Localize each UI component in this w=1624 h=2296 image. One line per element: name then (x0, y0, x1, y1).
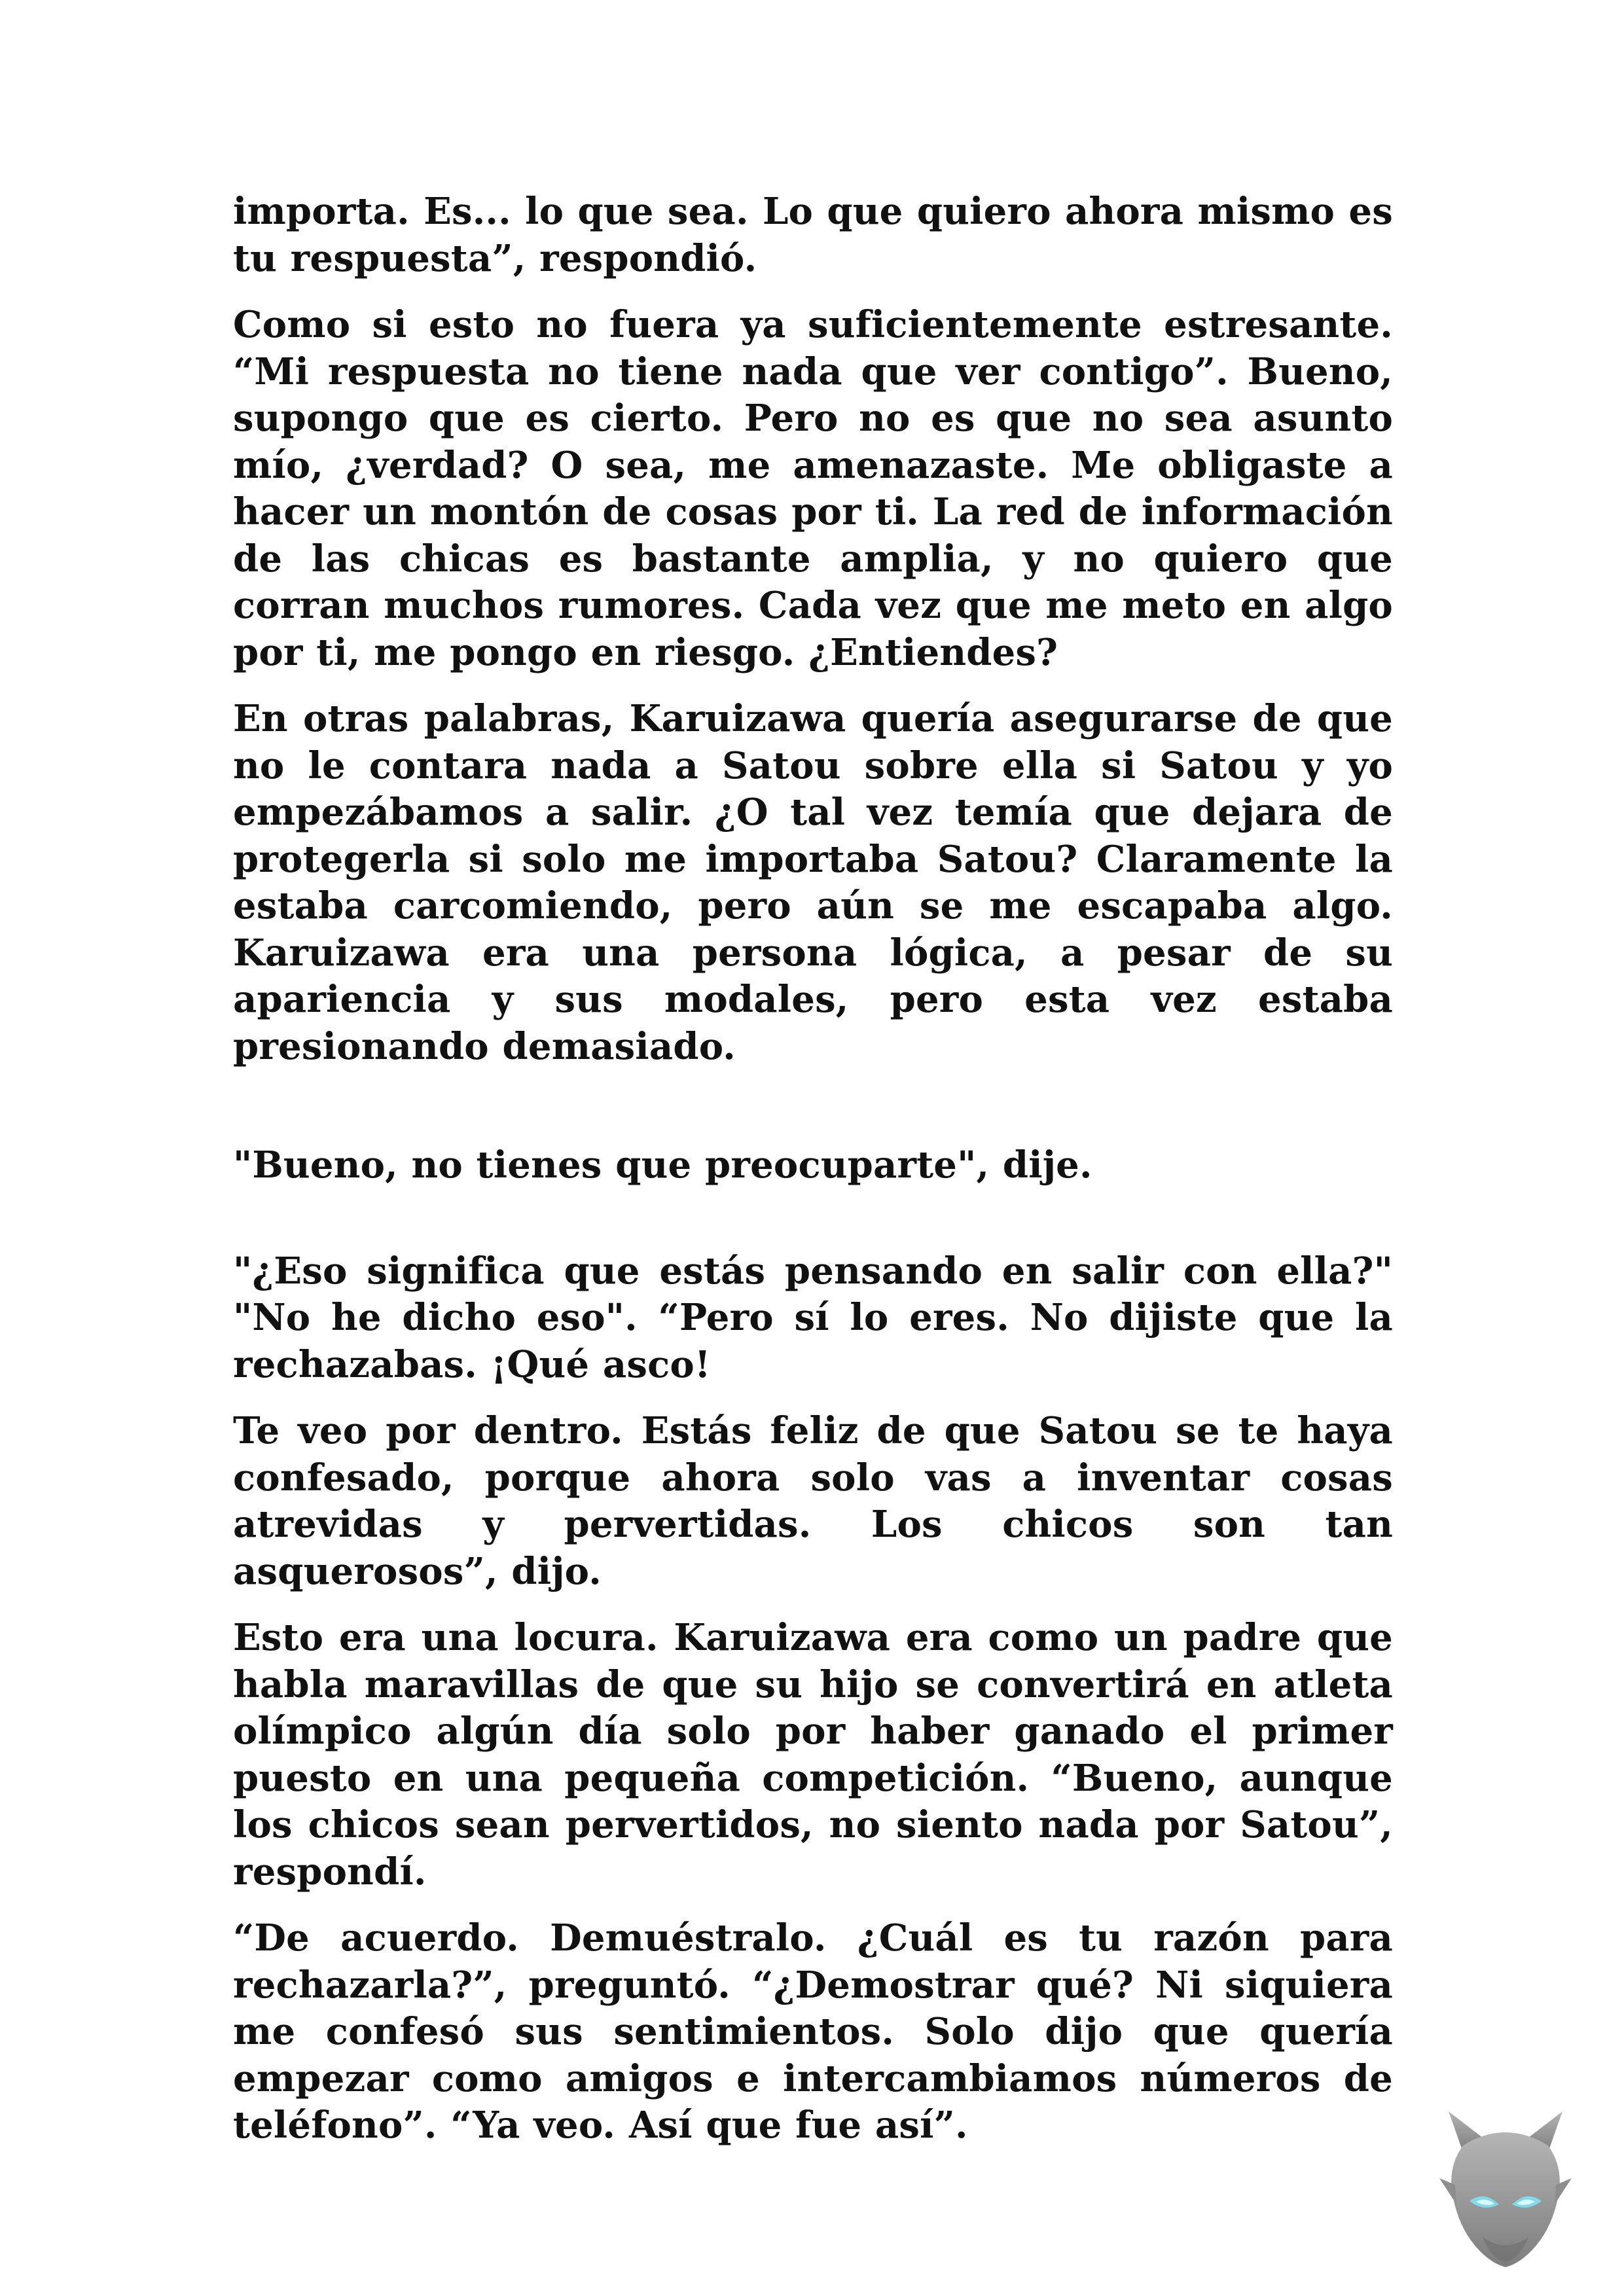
paragraph-1: importa. Es... lo que sea. Lo que quiero ahora mismo es tu respuesta”, respondió. (233, 190, 1393, 280)
paragraph-5: "¿Eso significa que estás pensando en salir con ella?" "No he dicho eso". “Pero sí lo eres. No dijiste que la rechazabas. ¡Qué asco! (233, 1249, 1393, 1386)
paragraph-8: “De acuerdo. Demuéstralo. ¿Cuál es tu razón para rechazarla?”, preguntó. “¿Demostrar qué? Ni siquiera me confesó sus sentimientos. Solo dijo que quería empezar como amigos e intercambiamos números de teléfono”. “Ya veo. Así que fue así”. (233, 1916, 1393, 2147)
paragraph-3: En otras palabras, Karuizawa quería asegurarse de que no le contara nada a Satou sobre ella si Satou y yo empezábamos a salir. ¿O tal vez temía que dejara de protegerla si solo me importaba Satou? Claramente la estaba carcomiendo, pero aún se me escapaba algo. Karuizawa era una persona lógica, a pesar de su apariencia y sus modales, pero esta vez estaba presionando demasiado. (233, 697, 1393, 1068)
paragraph-4: "Bueno, no tienes que preocuparte", dije. (233, 1143, 1092, 1187)
paragraph-2: Como si esto no fuera ya suficientemente estresante. “Mi respuesta no tiene nada que ver contigo”. Bueno, supongo que es cierto. Pero no es que no sea asunto mío, ¿verdad? O sea, me amenazaste. Me obligaste a hacer un montón de cosas por ti. La red de información de las chicas es bastante amplia, y no quiero que corran muchos rumores. Cada vez que me meto en algo por ti, me pongo en riesgo. ¿Entiendes? (233, 303, 1393, 674)
body-text (233, 188, 1393, 2169)
paragraph-7: Esto era una locura. Karuizawa era como un padre que habla maravillas de que su hijo se convertirá en atleta olímpico algún día solo por haber ganado el primer puesto en una pequeña competición. “Bueno, aunque los chicos sean pervertidos, no siento nada por Satou”, respondí. (233, 1616, 1393, 1893)
demon-head-icon (1437, 2106, 1574, 2270)
paragraph-6: Te veo por dentro. Estás feliz de que Satou se te haya confesado, porque ahora solo vas a inventar cosas atrevidas y pervertidas. Los chicos son tan asquerosos”, dijo. (233, 1409, 1393, 1593)
